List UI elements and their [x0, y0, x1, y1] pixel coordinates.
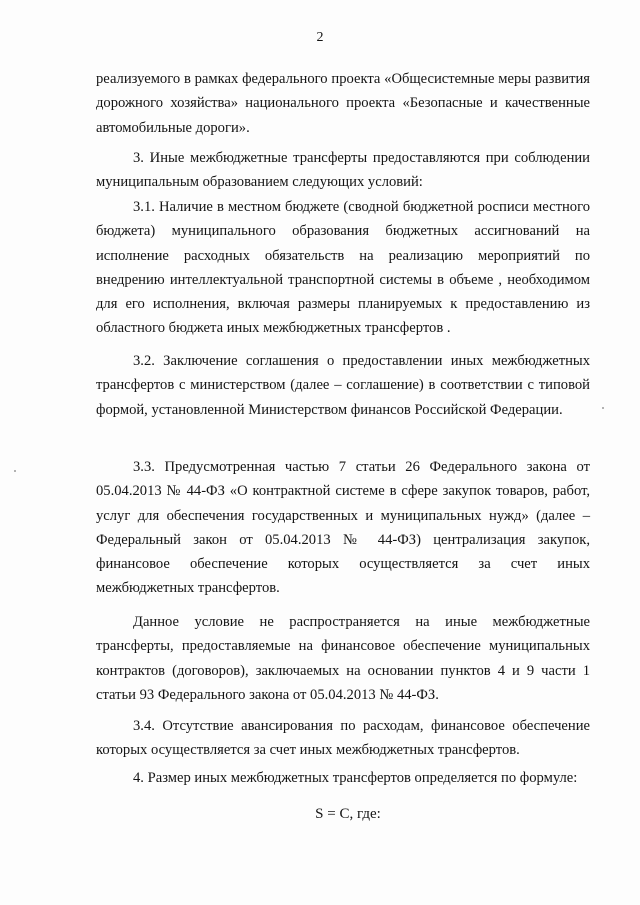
- paragraph-3-3: [96, 455, 590, 601]
- paragraph-3-1: [96, 195, 590, 341]
- paragraph-3-conditions: [96, 146, 590, 195]
- paragraph-text: 3.2. Заключение соглашения о предоставлении иных межбюджетных трансфертов с министерством (далее – соглашение) в соответствии с типовой формой, установленной Министерством финансов Российской Федерации.: [96, 353, 590, 418]
- paragraph-text: реализуемого в рамках федерального проекта «Общесистемные меры развития дорожного хозяйства» национального проекта «Безопасные и качественные автомобильные дороги».: [96, 71, 590, 136]
- paragraph-intro-continuation: [96, 67, 590, 140]
- page-number: 2: [316, 30, 324, 45]
- scan-speck: [602, 407, 604, 409]
- scan-speck: [14, 470, 16, 472]
- paragraph-4-formula-intro: [96, 766, 590, 790]
- paragraph-3-4: [96, 714, 590, 763]
- paragraph-text: Данное условие не распространяется на иные межбюджетные трансферты, предоставляемые на финансовое обеспечение муниципальных контрактов (договоров), заключаемых на основании пунктов 4 и 9 части 1 статьи 93 Федерального закона от 05.04.2013 № 44-ФЗ.: [96, 614, 590, 703]
- paragraph-text: 3.1. Наличие в местном бюджете (сводной бюджетной росписи местного бюджета) муниципального образования бюджетных ассигнований на исполнение расходных обязательств на реализацию мероприятий по внедрению интеллектуальной транспортной системы в объеме , необходимом для его исполнения, включая размеры планируемых к предоставлению из областного бюджета иных межбюджетных трансфертов .: [96, 199, 590, 337]
- paragraph-text: 3.3. Предусмотренная частью 7 статьи 26 Федерального закона от 05.04.2013 № 44-ФЗ «О контрактной системе в сфере закупок товаров, работ, услуг для обеспечения государственных и муниципальных нужд» (далее – Федеральный закон от 05.04.2013 № 44-ФЗ) централизация закупок, финансовое обеспечение которых осуществляется за счет иных межбюджетных трансфертов.: [96, 459, 590, 597]
- formula: S = C, где:: [315, 806, 381, 822]
- paragraph-3-2: [96, 349, 590, 422]
- paragraph-text: 3.4. Отсутствие авансирования по расходам, финансовое обеспечение которых осуществляется за счет иных межбюджетных трансфертов.: [96, 718, 590, 759]
- paragraph-text: 4. Размер иных межбюджетных трансфертов определяется по формуле:: [133, 770, 578, 786]
- paragraph-exception: [96, 610, 590, 707]
- paragraph-text: 3. Иные межбюджетные трансферты предоставляются при соблюдении муниципальным образованием следующих условий:: [96, 150, 590, 191]
